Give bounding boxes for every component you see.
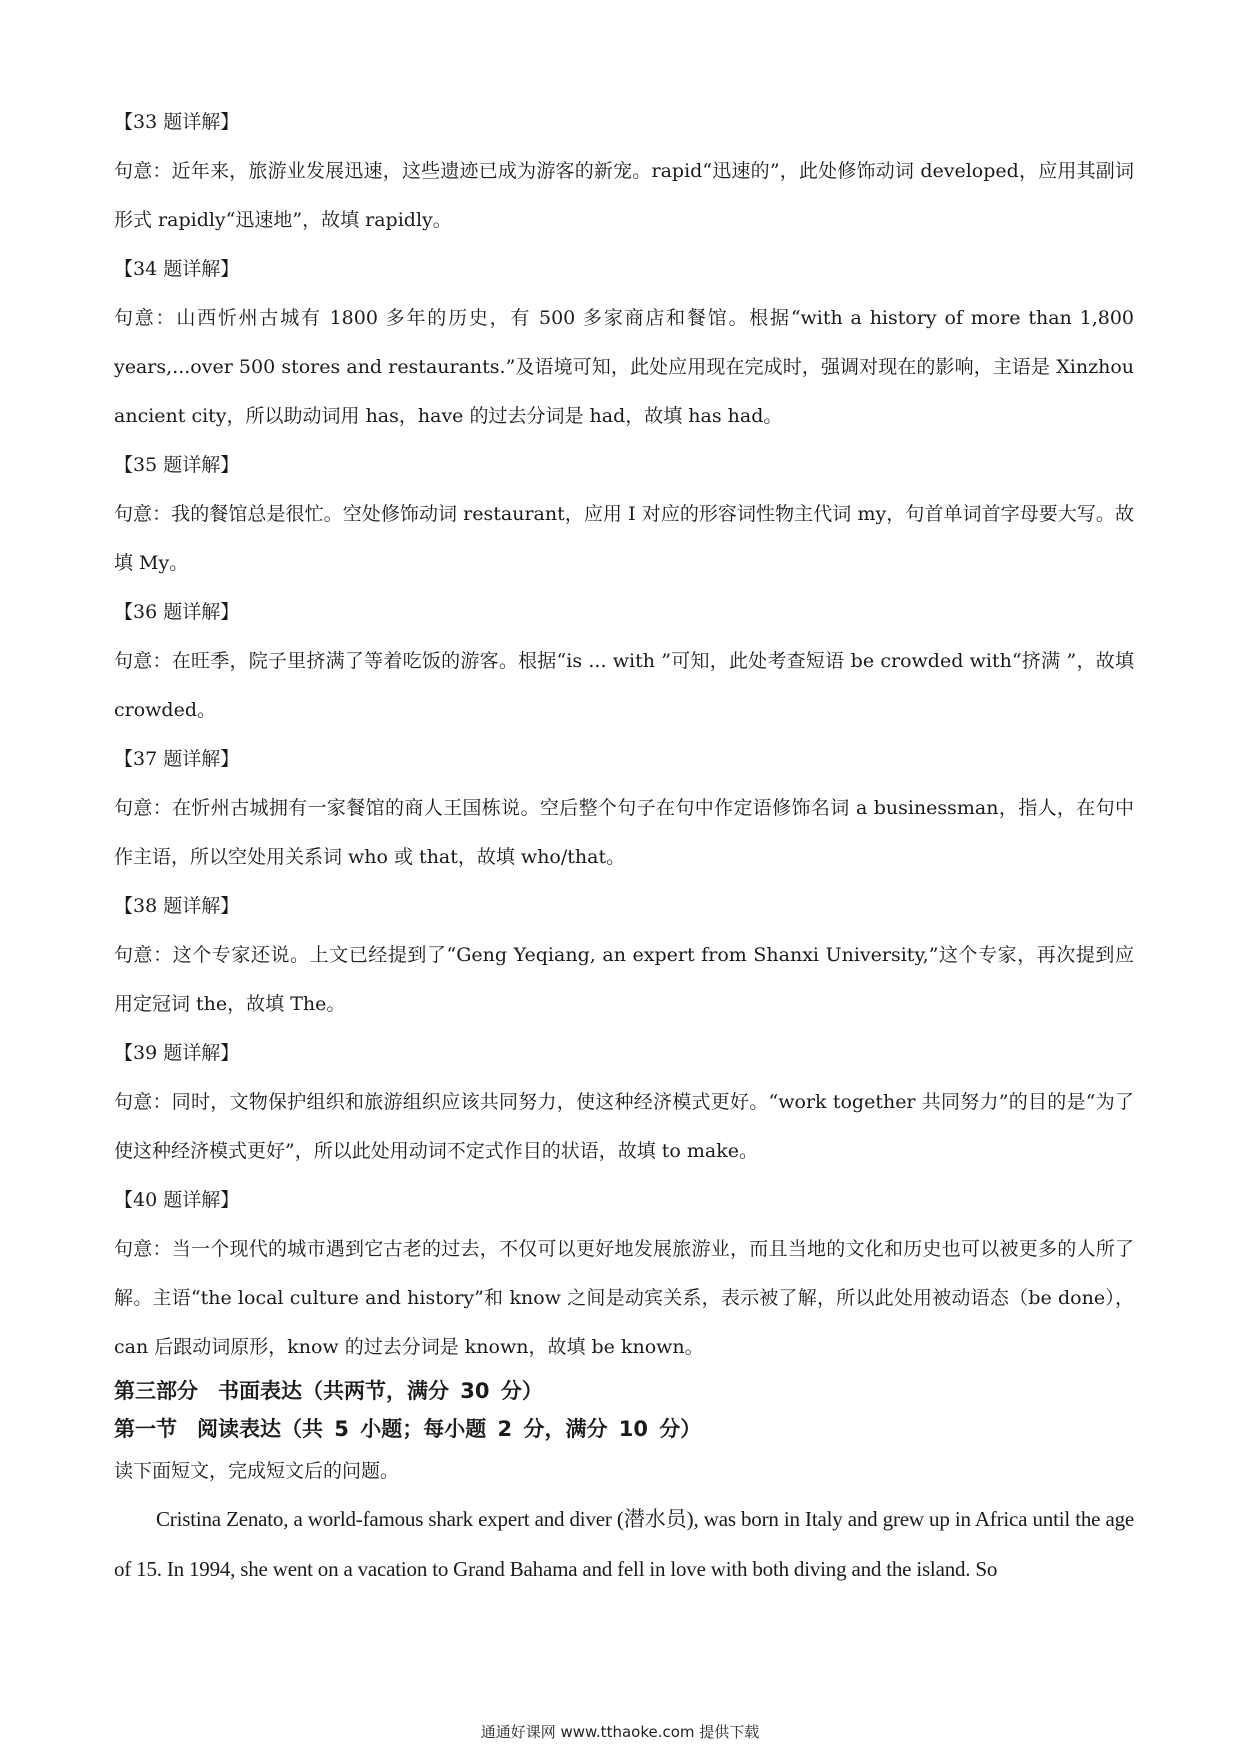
explanation-text: 句意：近年来，旅游业发展迅速，这些遗迹已成为游客的新宠。rapid“迅速的”，此处修饰动词 developed，应用其副词形式 rapidly“迅速地”，故填 rapidly。 — [114, 160, 1134, 231]
explanation-heading: 【33 题详解】 — [114, 111, 240, 133]
explanation-38 — [114, 882, 1134, 1029]
explanation-37 — [114, 735, 1134, 882]
part-three-label: 第三部分 — [114, 1379, 198, 1403]
explanation-34 — [114, 245, 1134, 441]
reading-instruction: 读下面短文，完成短文后的问题。 — [114, 1460, 400, 1482]
section-one-title — [114, 1410, 1134, 1448]
explanation-text: 句意：这个专家还说。上文已经提到了“Geng Yeqiang, an expert from Shanxi University,”这个专家，再次提到应用定冠词 the，故填 The。 — [114, 944, 1134, 1015]
reading-passage: Cristina Zenato, a world-famous shark expert and diver (潜水员), was born in Italy and grew up in Africa until the age of 15. In 1994, she went on a vacation to Grand Bahama and fell in love with both diving and the island. So — [114, 1507, 1134, 1581]
explanation-40 — [114, 1176, 1134, 1372]
part-three-title — [114, 1372, 1134, 1410]
part-three-description: 书面表达（共两节，满分 30 分） — [218, 1379, 543, 1403]
page-footer: 通通好课网 www.tthaoke.com 提供下载 — [480, 1723, 760, 1741]
explanation-36 — [114, 588, 1134, 735]
section-one-label: 第一节 — [114, 1417, 177, 1441]
explanation-heading: 【39 题详解】 — [114, 1042, 240, 1064]
explanation-heading: 【35 题详解】 — [114, 454, 240, 476]
explanation-text: 句意：当一个现代的城市遇到它古老的过去，不仅可以更好地发展旅游业，而且当地的文化和历史也可以被更多的人所了解。主语“the local culture and history”和 know 之间是动宾关系，表示被了解，所以此处用被动语态（be done），can 后跟动词原形，know 的过去分词是 known，故填 be known。 — [114, 1238, 1134, 1358]
explanation-text: 句意：在忻州古城拥有一家餐馆的商人王国栋说。空后整个句子在句中作定语修饰名词 a businessman，指人，在句中作主语，所以空处用关系词 who 或 that，故填 who/that。 — [114, 797, 1134, 868]
explanation-35 — [114, 441, 1134, 588]
explanation-text: 句意：山西忻州古城有 1800 多年的历史，有 500 多家商店和餐馆。根据“with a history of more than 1,800 years,...over 500 stores and restaurants.”及语境可知，此处应用现在完成时，强调对现在的影响，主语是 Xinzhou ancient city，所以助动词用 has，have 的过去分词是 had，故填 has had。 — [114, 307, 1134, 427]
explanation-heading: 【36 题详解】 — [114, 601, 240, 623]
section-one-description: 阅读表达（共 5 小题；每小题 2 分，满分 10 分） — [197, 1417, 702, 1441]
explanation-text: 句意：我的餐馆总是很忙。空处修饰动词 restaurant，应用 I 对应的形容词性物主代词 my，句首单词首字母要大写。故填 My。 — [114, 503, 1134, 574]
explanation-heading: 【38 题详解】 — [114, 895, 240, 917]
explanation-heading: 【37 题详解】 — [114, 748, 240, 770]
explanation-text: 句意：同时，文物保护组织和旅游组织应该共同努力，使这种经济模式更好。“work together 共同努力”的目的是“为了使这种经济模式更好”，所以此处用动词不定式作目的状语，故填 to make。 — [114, 1091, 1134, 1162]
explanation-33 — [114, 98, 1134, 245]
explanation-heading: 【40 题详解】 — [114, 1189, 240, 1211]
explanation-heading: 【34 题详解】 — [114, 258, 240, 280]
explanation-39 — [114, 1029, 1134, 1176]
answer-explanations — [114, 98, 1134, 1594]
explanation-text: 句意：在旺季，院子里挤满了等着吃饭的游客。根据“is ... with ”可知，此处考查短语 be crowded with“挤满 ”，故填 crowded。 — [114, 650, 1134, 721]
